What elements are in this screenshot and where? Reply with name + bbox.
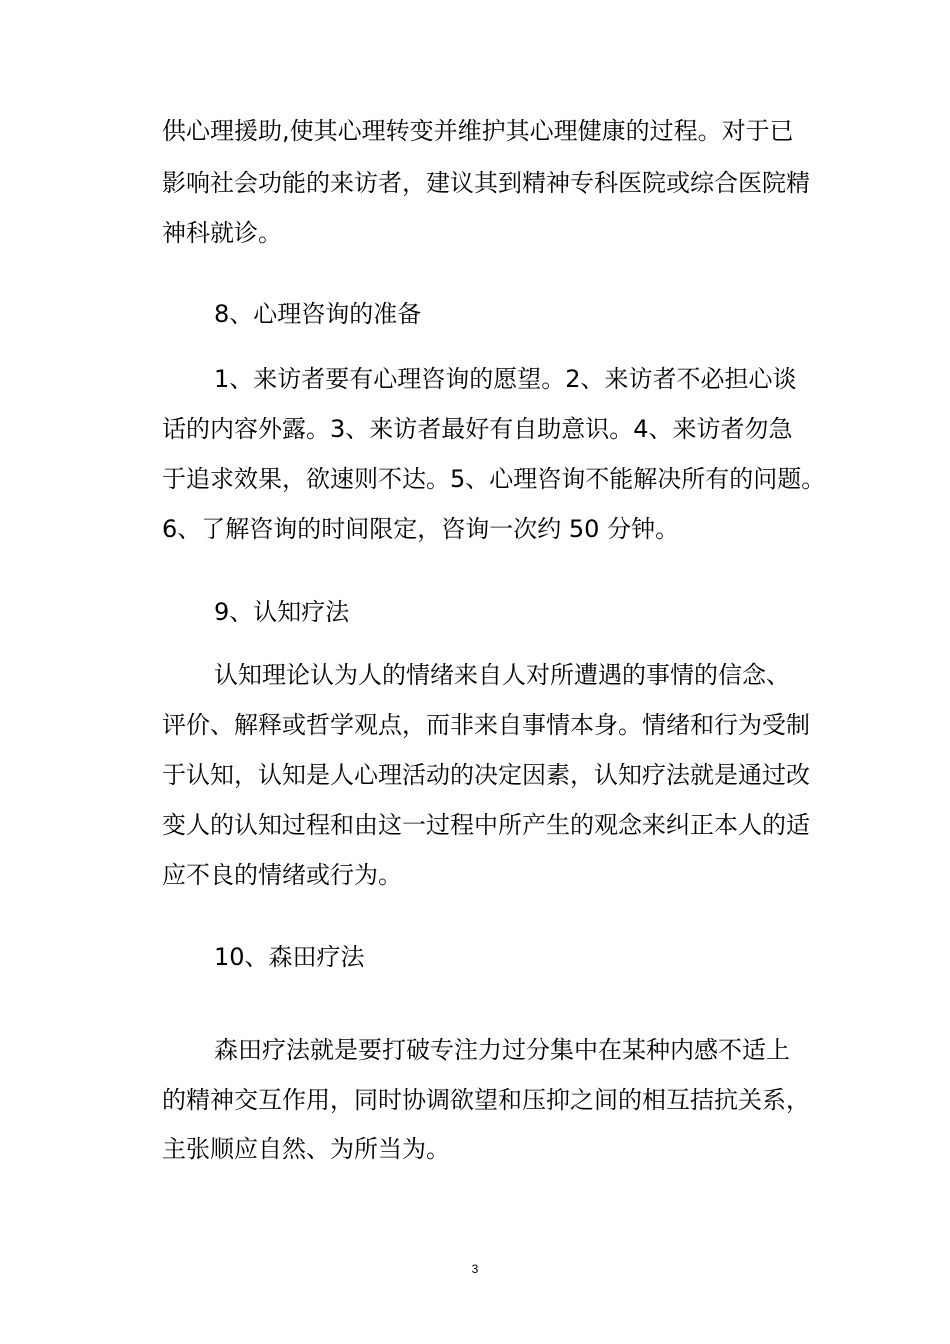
section-10-line-2: 的精神交互作用，同时协调欲望和压抑之间的相互拮抗关系， (162, 1086, 810, 1114)
section-10-line-3: 主张顺应自然、为所当为。 (162, 1135, 450, 1163)
intro-line-3: 神科就诊。 (162, 219, 282, 247)
section-10-line-1: 森田疗法就是要打破专注力过分集中在某种内感不适上 (214, 1036, 790, 1064)
section-9-line-3: 于认知，认知是人心理活动的决定因素，认知疗法就是通过改 (162, 761, 810, 789)
section-9-line-5: 应不良的情绪或行为。 (162, 861, 402, 889)
section-9-line-1: 认知理论认为人的情绪来自人对所遭遇的事情的信念、 (214, 661, 790, 689)
section-8-line-4: 6、了解咨询的时间限定，咨询一次约 50 分钟。 (162, 515, 680, 543)
section-9-heading: 9、认知疗法 (214, 598, 350, 626)
section-8-line-2: 话的内容外露。3、来访者最好有自助意识。4、来访者勿急 (162, 415, 793, 443)
intro-line-1: 供心理援助,使其心理转变并维护其心理健康的过程。对于已 (162, 117, 794, 145)
section-8-heading: 8、心理咨询的准备 (214, 300, 422, 328)
page-number: 3 (471, 1262, 479, 1276)
section-9-line-4: 变人的认知过程和由这一过程中所产生的观念来纠正本人的适 (162, 811, 810, 839)
section-8-line-3: 于追求效果，欲速则不达。5、心理咨询不能解决所有的问题。 (162, 465, 826, 493)
intro-line-2: 影响社会功能的来访者，建议其到精神专科医院或综合医院精 (162, 169, 810, 197)
section-9-line-2: 评价、解释或哲学观点，而非来自事情本身。情绪和行为受制 (162, 711, 810, 739)
section-8-line-1: 1、来访者要有心理咨询的愿望。2、来访者不必担心谈 (214, 365, 797, 393)
section-10-heading: 10、森田疗法 (214, 943, 365, 971)
